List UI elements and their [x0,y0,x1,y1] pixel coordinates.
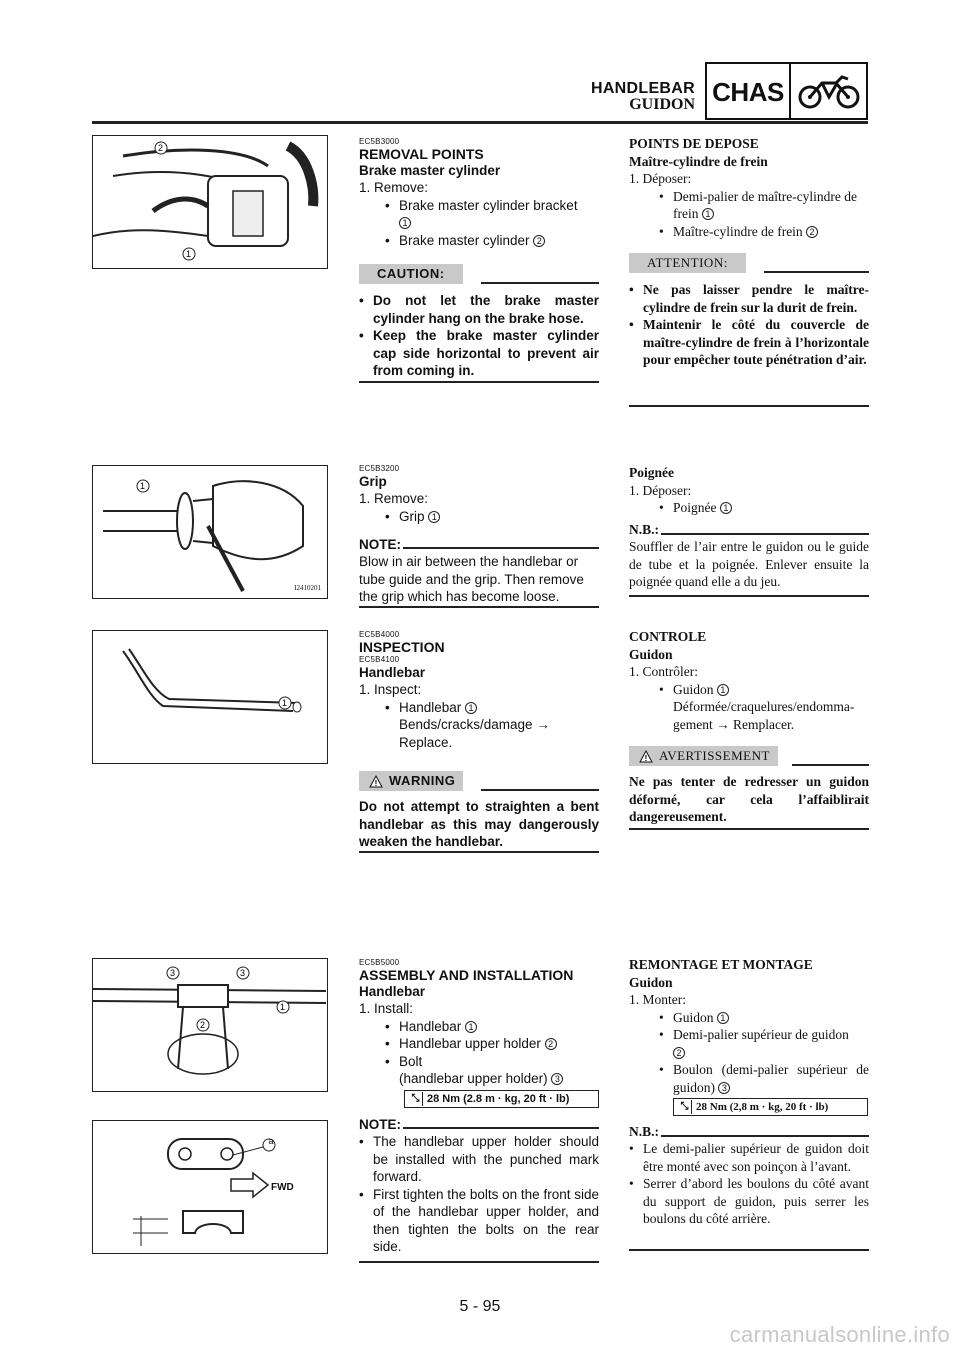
grip-nb-label: N.B.: [629,522,659,537]
assembly-section-en [359,958,599,1088]
section-badge [705,62,868,120]
grip-item-fr-text: Poignée [673,500,717,515]
assembly-step-fr: 1. Monter: [629,992,686,1007]
callout-2-icon: 2 [545,1038,557,1050]
warning-badge [359,771,599,791]
brake-master-cylinder-drawing [93,136,326,267]
removal-title-fr: POINTS DE DEPOSE [629,136,759,151]
grip-item-text: Grip [399,508,425,524]
removal-section-en [359,137,599,249]
assembly-nb-1: • Le demi-palier supérieur de guidon doit être monté avec son poinçon à l’avant. [629,1140,869,1175]
grip-section-en [359,464,599,525]
assembly-code: EC5B5000 [359,958,400,967]
assembly-item-3 [385,1053,599,1088]
assembly-note-header [359,1116,599,1133]
callout-1-icon: 1 [465,1021,477,1033]
assembly-item-3-fr-text: Boulon (demi-palier supérieur de guidon) [673,1062,869,1095]
torque-wrench-icon: ⤡ [678,1100,692,1114]
warning-body: Do not attempt to straighten a bent handlebar as this may dangerously weaken the handlebar. [359,799,599,849]
inspection-item [385,699,599,752]
callout-1-icon: 1 [399,217,411,229]
assembly-item-3-fr [659,1061,869,1096]
caution-item-1: • Do not let the brake master cylinder hang on the brake hose. [359,292,599,327]
figure-brake-master-cylinder [92,135,328,269]
callout-3-icon: 3 [551,1073,563,1085]
svg-text:!: ! [374,778,378,788]
assembly-item-2-text: Handlebar upper holder [399,1036,541,1051]
avertissement-badge [629,746,869,766]
assembly-subtitle: Handlebar [359,984,426,999]
callout-1-icon: 1 [428,511,440,523]
avertissement-body: Ne pas tenter de redresser un guidon déformé, car cela l’affaiblirait dangereusement. [629,774,869,824]
header-title-fr: GUIDON [629,96,695,113]
assembly-note [359,1133,599,1256]
figure-upper-holder [92,1120,328,1254]
svg-text:2: 2 [200,1020,206,1030]
inspection-subcode: EC5B4100 [359,655,400,664]
assembly-nb [629,1140,869,1228]
assembly-item-2 [385,1035,599,1053]
assembly-item-1 [385,1018,599,1036]
inspection-subtitle: Handlebar [359,665,426,680]
svg-text:1: 1 [282,698,288,708]
header-title-en: HANDLEBAR [590,80,695,97]
callout-1-icon: 1 [702,208,714,220]
grip-nb-end-rule [629,595,869,597]
inspection-detail-1-fr: Déformée/craquelures/endomma- [673,699,855,714]
caution-item-2: • Keep the brake master cylinder cap side horizontal to prevent air from coming in. [359,327,599,380]
assembly-title-fr: REMONTAGE ET MONTAGE [629,957,813,972]
removal-item-1-text: Brake master cylinder bracket [399,197,578,213]
inspection-title: INSPECTION [359,639,445,655]
assembly-nb-2: • Serrer d’abord les boulons du côté avant du support de guidon, puis serrer les boulons du côté arrière. [629,1175,869,1228]
removal-item-2-fr [659,223,869,241]
removal-item-1-fr-text: Demi-palier de maître-cylindre de frein [673,188,858,221]
removal-item-2 [385,232,599,250]
figure-handlebar-install [92,958,328,1092]
warning-triangle-icon [369,775,383,788]
grip-end-rule [359,606,599,608]
assembly-end-rule [359,1261,599,1263]
warning-end-rule [359,851,599,853]
removal-item-1 [385,197,599,232]
callout-2-icon: 2 [806,226,818,238]
assembly-title: ASSEMBLY AND INSTALLATION [359,967,574,983]
assembly-note-label: NOTE: [359,1117,401,1132]
removal-step-fr: 1. Déposer: [629,171,692,186]
assembly-item-2-fr [659,1026,869,1061]
callout-2-icon: 2 [533,235,545,247]
callout-1-icon: 1 [720,502,732,514]
inspection-item-fr-text: Guidon [673,681,714,697]
removal-title: REMOVAL POINTS [359,146,484,162]
grip-item-fr [659,499,869,517]
assembly-item-1-fr-text: Guidon [673,1009,714,1025]
removal-item-2-fr-text: Maître-cylindre de frein [673,223,803,239]
avertissement-label: AVERTISSEMENT [659,748,770,763]
inspection-detail-2: Replace. [399,734,453,750]
grip-nb: Souffler de l’air entre le guidon ou le guide de tube et la poignée. Enlever ensuite la poignée quand elle a du jeu. [629,539,869,589]
assembly-section-fr [629,956,869,1096]
watermark: carmanualsonline.info [729,1322,950,1347]
removal-code: EC5B3000 [359,137,400,146]
fwd-label: FWD [271,1182,294,1193]
attention-end-rule [629,405,869,407]
inspection-title-fr: CONTROLE [629,629,707,644]
removal-section-fr [629,135,869,240]
svg-text:1: 1 [280,1002,286,1012]
callout-1-icon: 1 [717,684,729,696]
caution-badge [359,264,599,284]
grip-code: EC5B3200 [359,464,400,473]
svg-text:3: 3 [240,968,246,978]
assembly-nb-label: N.B.: [629,1124,659,1139]
assembly-nb-header [629,1123,869,1141]
inspection-detail-2-fr: gement → Remplacer. [673,716,795,732]
inspection-step: 1. Inspect: [359,682,422,697]
svg-text:1: 1 [140,481,146,491]
grip-section-fr [629,464,869,517]
removal-subtitle: Brake master cylinder [359,163,501,178]
page-number: 5 - 95 [459,1298,501,1315]
attention-badge [629,253,869,273]
callout-3-icon: 3 [718,1082,730,1094]
assembly-subtitle-fr: Guidon [629,974,673,990]
svg-text:2: 2 [158,143,164,153]
grip-item [385,508,599,526]
attention-label: ATTENTION: [629,253,746,273]
callout-1-icon: 1 [717,1012,729,1024]
inspection-step-fr: 1. Contrôler: [629,664,698,679]
inspection-item-fr [659,681,869,734]
caution-body [359,292,599,380]
grip-step-fr: 1. Déposer: [629,482,692,498]
attention-body [629,281,869,369]
figure-handlebar [92,630,328,764]
grip-nb-header [629,521,869,539]
warning-triangle-icon [639,750,653,763]
inspection-section-fr [629,628,869,733]
assembly-bolt-detail: (handlebar upper holder) [399,1071,548,1086]
callout-1-icon: 1 [465,702,477,714]
grip-step: 1. Remove: [359,491,429,506]
section-badge-text: CHAS [707,64,791,118]
page-header [0,0,960,125]
inspection-detail-1: Bends/cracks/damage → [399,717,550,732]
header-rule [92,121,868,124]
warning-label: WARNING [389,773,456,788]
attention-item-2: • Maintenir le côté du couvercle de maître-cylindre de frein à l’horizontale pour empêcher toute pénétration d’air. [629,316,869,369]
assembly-note-2: • First tighten the bolts on the front side of the handlebar upper holder, and then tighten the bolts on the rear side. [359,1186,599,1256]
inspection-item-text: Handlebar [399,699,462,715]
caution-label: CAUTION: [359,264,463,284]
grip-note-label: NOTE: [359,537,401,552]
figure-grip-code: I2410201 [294,584,321,592]
grip-title-fr: Poignée [629,465,674,480]
grip-note-header [359,536,599,553]
motorcycle-icon [791,64,866,118]
attention-item-1: • Ne pas laisser pendre le maître-cylindre de frein sur la durit de frein. [629,281,869,316]
assembly-nb-end-rule [629,1249,869,1251]
removal-step: 1. Remove: [359,180,429,195]
torque-spec-fr [673,1098,868,1116]
figure-grip [92,465,328,599]
assembly-step: 1. Install: [359,1001,414,1016]
assembly-item-2-fr-text: Demi-palier supérieur de guidon [673,1027,849,1042]
svg-text:!: ! [644,753,648,763]
svg-text:3: 3 [170,968,176,978]
assembly-item-1-text: Handlebar [399,1018,462,1034]
removal-subtitle-fr: Maître-cylindre de frein [629,153,768,169]
grip-note: Blow in air between the handlebar or tube guide and the grip. Then remove the grip which has become loose. [359,554,584,604]
torque-wrench-icon: ⤡ [409,1092,423,1106]
inspection-subtitle-fr: Guidon [629,646,673,662]
svg-text:1: 1 [186,249,192,259]
torque-value-en: 28 Nm (2.8 m · kg, 20 ft · lb) [427,1093,570,1105]
avertissement-end-rule [629,828,869,830]
caution-end-rule [359,381,599,383]
removal-item-2-text: Brake master cylinder [399,232,530,248]
inspection-section-en [359,630,599,751]
torque-value-fr: 28 Nm (2,8 m · kg, 20 ft · lb) [696,1101,829,1113]
callout-2-icon: 2 [673,1047,685,1059]
removal-item-1-fr [659,188,869,223]
grip-title: Grip [359,474,387,489]
inspection-code: EC5B4000 [359,630,400,639]
torque-spec-en [404,1090,599,1108]
assembly-item-3-text: Bolt [399,1053,423,1069]
assembly-item-1-fr [659,1009,869,1027]
assembly-note-1: • The handlebar upper holder should be installed with the punched mark forward. [359,1133,599,1186]
mark-a-label: a [268,1136,274,1146]
